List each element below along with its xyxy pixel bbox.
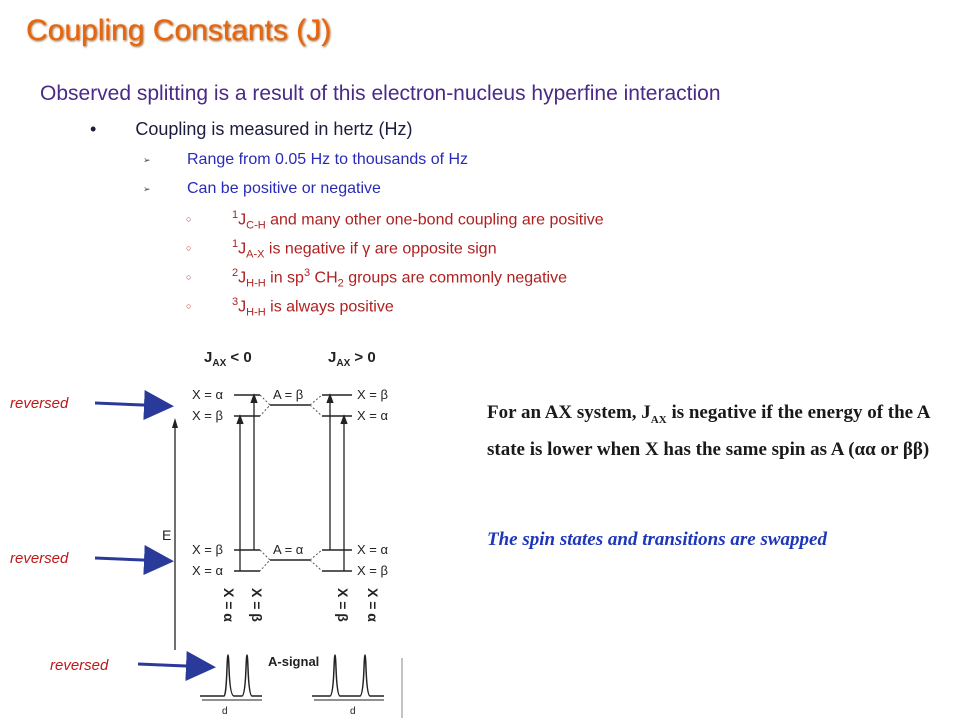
circle-bullet-icon: ○ bbox=[186, 214, 192, 224]
reversed-label-lower: reversed bbox=[10, 550, 69, 567]
arrow-bullet-icon: ➢ bbox=[143, 184, 151, 194]
slide-subtitle: Observed splitting is a result of this electron-nucleus hyperfine interaction bbox=[40, 82, 721, 105]
d-label-right: d bbox=[350, 706, 356, 717]
point-j: J bbox=[238, 298, 247, 316]
point-text: groups are commonly negative bbox=[343, 269, 567, 287]
d-label-left: d bbox=[222, 706, 228, 717]
gamma-symbol: γ bbox=[362, 240, 371, 258]
point-sub: H-H bbox=[246, 306, 266, 319]
arrow-bullet-icon: ➢ bbox=[143, 155, 151, 165]
point-sub: H-H bbox=[246, 277, 266, 290]
sub-item-range-text: Range from 0.05 Hz to thousands of Hz bbox=[187, 151, 469, 168]
point-j: J bbox=[238, 240, 247, 258]
sub-item-sign-text: Can be positive or negative bbox=[187, 180, 381, 197]
energy-axis-arrowhead bbox=[172, 418, 178, 428]
point-sup2: 3 bbox=[303, 267, 311, 279]
point-sub: A-X bbox=[246, 248, 265, 261]
upper-left-bottom-label: X = β bbox=[192, 408, 223, 423]
point-sub: C-H bbox=[246, 219, 266, 232]
bullet-marker: • bbox=[90, 119, 97, 139]
spectrum-right bbox=[312, 655, 384, 696]
upper-right-top-label: X = β bbox=[357, 387, 388, 402]
point-text: in sp bbox=[265, 269, 304, 287]
circle-bullet-icon: ○ bbox=[186, 272, 192, 282]
slide-title: Coupling Constants (J) bbox=[26, 14, 332, 47]
reversed-label-signal: reversed bbox=[50, 657, 109, 674]
point-sub2: 2 bbox=[337, 277, 344, 290]
peak-label-right-1: X = β bbox=[335, 588, 351, 622]
lower-left-bottom-label: X = α bbox=[192, 563, 224, 578]
a-signal-label: A-signal bbox=[268, 654, 320, 669]
lower-center-label: A = α bbox=[273, 542, 304, 557]
point-text: are opposite sign bbox=[370, 240, 497, 258]
header-jax-negative: $J_{AX} < 0$ bbox=[204, 349, 252, 369]
jax-explanation: For an AX system, $J_{AX}$ is negative if the energy of the A state is lower when X has the same spin as A (αα or ββ) bbox=[487, 402, 930, 460]
energy-level-diagram bbox=[162, 338, 407, 720]
jax-subscript: AX bbox=[650, 413, 667, 426]
upper-right-bottom-label: X = α bbox=[357, 408, 389, 423]
arrow-upper bbox=[95, 403, 168, 406]
swapped-note: The spin states and transitions are swapped bbox=[487, 529, 827, 550]
header-jax-positive: $J_{AX} > 0$ bbox=[328, 349, 376, 369]
point-text: is always positive bbox=[265, 298, 394, 316]
point-text: is negative if bbox=[264, 240, 363, 258]
point-sup: 3 bbox=[232, 296, 239, 308]
energy-axis-label: E bbox=[162, 527, 172, 543]
reversed-label-upper: reversed bbox=[10, 395, 69, 412]
point-sup: 2 bbox=[232, 267, 239, 279]
spectrum-left bbox=[200, 655, 262, 696]
bullet-hz-text: Coupling is measured in hertz (Hz) bbox=[135, 119, 413, 139]
point-j: J bbox=[238, 269, 247, 287]
arrow-lower bbox=[95, 558, 168, 561]
point-j: J bbox=[238, 211, 247, 229]
peak-label-left-1: X = α bbox=[221, 588, 237, 622]
point-sup: 1 bbox=[232, 209, 239, 221]
point-text: CH bbox=[310, 269, 338, 287]
point-text: and many other one-bond coupling are positive bbox=[265, 211, 604, 229]
beta-beta: ββ bbox=[902, 438, 923, 460]
alpha-alpha: αα bbox=[854, 438, 876, 460]
upper-left-top-label: X = α bbox=[192, 387, 224, 402]
peak-label-right-2: X = α bbox=[365, 588, 381, 622]
circle-bullet-icon: ○ bbox=[186, 301, 192, 311]
peak-label-left-2: X = β bbox=[249, 588, 265, 622]
circle-bullet-icon: ○ bbox=[186, 243, 192, 253]
lower-right-top-label: X = α bbox=[357, 542, 389, 557]
lower-left-top-label: X = β bbox=[192, 542, 223, 557]
upper-center-label: A = β bbox=[273, 387, 304, 402]
lower-right-bottom-label: X = β bbox=[357, 563, 388, 578]
point-sup: 1 bbox=[232, 238, 239, 250]
